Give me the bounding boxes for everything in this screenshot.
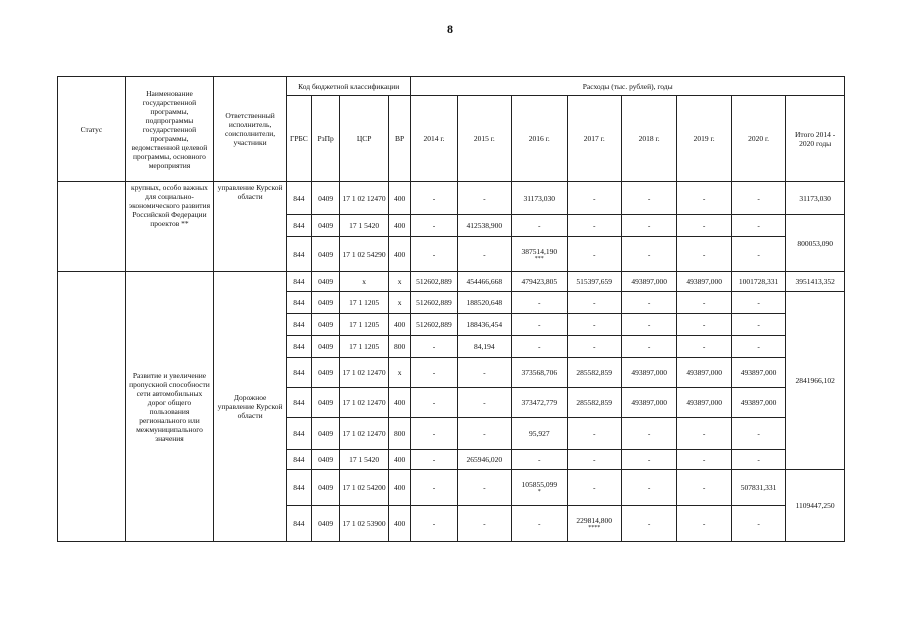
value-2015: - <box>457 358 511 388</box>
value-2015: 84,194 <box>457 336 511 358</box>
value-2019: - <box>677 470 731 506</box>
value-2020: 507831,331 <box>731 470 785 506</box>
csr-cell: 17 1 02 12470 <box>340 388 388 418</box>
status-cell <box>58 272 126 542</box>
vr-cell: 400 <box>388 215 411 237</box>
value-2020: - <box>731 314 785 336</box>
value-2014: - <box>411 388 457 418</box>
csr-cell: 17 1 1205 <box>340 336 388 358</box>
value-2016: 373472,779 <box>512 388 567 418</box>
value-2016: - <box>512 450 567 470</box>
status-cell <box>58 182 126 272</box>
grbs-cell: 844 <box>287 292 312 314</box>
value-2018: - <box>621 237 676 272</box>
value-2016: 95,927 <box>512 418 567 450</box>
vr-cell: 800 <box>388 336 411 358</box>
header-2018: 2018 г. <box>621 96 676 182</box>
value-2016: 373568,706 <box>512 358 567 388</box>
vr-cell: 400 <box>388 470 411 506</box>
value-2020: - <box>731 292 785 314</box>
csr-cell: 17 1 1205 <box>340 314 388 336</box>
table-row <box>58 272 845 292</box>
rzpr-cell: 0409 <box>311 272 340 292</box>
grbs-cell: 844 <box>287 182 312 215</box>
total-cell: 1109447,250 <box>786 470 845 542</box>
value-2019: - <box>677 215 731 237</box>
rzpr-cell: 0409 <box>311 388 340 418</box>
value-2016: - <box>512 336 567 358</box>
value-2020: - <box>731 418 785 450</box>
grbs-cell: 844 <box>287 506 312 542</box>
header-2014: 2014 г. <box>411 96 457 182</box>
page-number: 8 <box>447 22 453 36</box>
header-grbs: ГРБС <box>287 96 312 182</box>
csr-cell: 17 1 02 53900 <box>340 506 388 542</box>
vr-cell: 800 <box>388 418 411 450</box>
value-2019: - <box>677 336 731 358</box>
value-2017-amount: 229814,800 <box>576 516 613 525</box>
value-2014: - <box>411 418 457 450</box>
vr-cell: 400 <box>388 450 411 470</box>
header-vr: ВР <box>388 96 411 182</box>
header-budget-code: Код бюджетной классификации <box>287 77 411 96</box>
header-executor: Ответственный исполнитель, соисполнители, участники <box>214 77 287 182</box>
value-2018: 493897,000 <box>621 388 676 418</box>
total-cell: 31173,030 <box>786 182 845 215</box>
header-2017: 2017 г. <box>567 96 621 182</box>
program-name-cell: Развитие и увеличение пропускной способности сети автомобильных дорог общего пользования регионального или межмуниципального значения <box>125 272 213 542</box>
header-2015: 2015 г. <box>457 96 511 182</box>
header-status: Статус <box>58 77 126 182</box>
value-2020: - <box>731 450 785 470</box>
value-2020: - <box>731 506 785 542</box>
total-cell: 800053,090 <box>786 215 845 272</box>
vr-cell: 400 <box>388 314 411 336</box>
csr-cell: 17 1 02 12470 <box>340 418 388 450</box>
value-2016 <box>512 470 567 506</box>
value-2016: - <box>512 314 567 336</box>
header-rzpr: РзПр <box>311 96 340 182</box>
footnote-mark: *** <box>534 255 544 262</box>
value-2014: - <box>411 182 457 215</box>
value-2019: - <box>677 292 731 314</box>
rzpr-cell: 0409 <box>311 358 340 388</box>
value-2019: - <box>677 237 731 272</box>
value-2019: - <box>677 182 731 215</box>
value-2019: 493897,000 <box>677 272 731 292</box>
rzpr-cell: 0409 <box>311 215 340 237</box>
value-2014: - <box>411 215 457 237</box>
value-2019: 493897,000 <box>677 388 731 418</box>
value-2018: - <box>621 336 676 358</box>
value-2020: 1001728,331 <box>731 272 785 292</box>
value-2014: - <box>411 450 457 470</box>
value-2015: - <box>457 388 511 418</box>
value-2014: - <box>411 237 457 272</box>
value-2017: - <box>567 470 621 506</box>
header-program-name: Наименование государственной программы, подпрограммы государственной программы, ведомственной целевой программы, основного мероприятия <box>125 77 213 182</box>
header-2019: 2019 г. <box>677 96 731 182</box>
value-2018: - <box>621 182 676 215</box>
value-2016 <box>512 237 567 272</box>
vr-cell: х <box>388 292 411 314</box>
value-2017: - <box>567 215 621 237</box>
csr-cell: х <box>340 272 388 292</box>
value-2014: 512602,889 <box>411 314 457 336</box>
vr-cell: 400 <box>388 182 411 215</box>
value-2014: - <box>411 336 457 358</box>
value-2017: - <box>567 182 621 215</box>
grbs-cell: 844 <box>287 358 312 388</box>
vr-cell: х <box>388 272 411 292</box>
value-2017: - <box>567 418 621 450</box>
value-2016: - <box>512 215 567 237</box>
value-2016-amount: 31173,030 <box>523 193 556 203</box>
value-2016: 479423,805 <box>512 272 567 292</box>
rzpr-cell: 0409 <box>311 418 340 450</box>
header-total: Итого 2014 - 2020 годы <box>786 96 845 182</box>
value-2018: 493897,000 <box>621 358 676 388</box>
vr-cell: 400 <box>388 506 411 542</box>
value-2015: - <box>457 470 511 506</box>
rzpr-cell: 0409 <box>311 292 340 314</box>
rzpr-cell: 0409 <box>311 450 340 470</box>
value-2020: 493897,000 <box>731 388 785 418</box>
value-2015: - <box>457 418 511 450</box>
vr-cell: 400 <box>388 388 411 418</box>
total-cell: 3951413,352 <box>786 272 845 292</box>
value-2014: 512602,889 <box>411 292 457 314</box>
grbs-cell: 844 <box>287 314 312 336</box>
value-2014: 512602,889 <box>411 272 457 292</box>
value-2015: 412538,900 <box>457 215 511 237</box>
value-2015: 188436,454 <box>457 314 511 336</box>
rzpr-cell: 0409 <box>311 470 340 506</box>
vr-cell: 400 <box>388 237 411 272</box>
vr-cell: х <box>388 358 411 388</box>
csr-cell: 17 1 02 54290 <box>340 237 388 272</box>
value-2018: - <box>621 506 676 542</box>
value-2017: 285582,859 <box>567 388 621 418</box>
grbs-cell: 844 <box>287 272 312 292</box>
value-2018: - <box>621 314 676 336</box>
value-2018: 493897,000 <box>621 272 676 292</box>
value-2018: - <box>621 470 676 506</box>
value-2020: 493897,000 <box>731 358 785 388</box>
value-2014: - <box>411 506 457 542</box>
csr-cell: 17 1 1205 <box>340 292 388 314</box>
rzpr-cell: 0409 <box>311 506 340 542</box>
value-2017: - <box>567 314 621 336</box>
rzpr-cell: 0409 <box>311 237 340 272</box>
value-2016: - <box>512 506 567 542</box>
table-row <box>58 182 845 215</box>
csr-cell: 17 1 02 12470 <box>340 182 388 215</box>
value-2020: - <box>731 237 785 272</box>
header-2016: 2016 г. <box>512 96 567 182</box>
value-2020: - <box>731 215 785 237</box>
value-2015: 454466,668 <box>457 272 511 292</box>
value-2017: - <box>567 450 621 470</box>
value-2017: 285582,859 <box>567 358 621 388</box>
value-2015: - <box>457 182 511 215</box>
executor-cell: управление Курской области <box>214 182 287 272</box>
value-2019: - <box>677 506 731 542</box>
value-2017 <box>567 506 621 542</box>
value-2019: - <box>677 450 731 470</box>
value-2015: - <box>457 237 511 272</box>
value-2016-amount: 387514,190 <box>521 246 558 256</box>
value-2015: - <box>457 506 511 542</box>
header-expenses: Расходы (тыс. рублей), годы <box>411 77 845 96</box>
value-2014: - <box>411 470 457 506</box>
budget-table <box>57 76 845 542</box>
footnote-mark: **** <box>588 525 601 531</box>
grbs-cell: 844 <box>287 237 312 272</box>
value-2018: - <box>621 215 676 237</box>
rzpr-cell: 0409 <box>311 336 340 358</box>
value-2015: 188520,648 <box>457 292 511 314</box>
total-cell: 2841966,102 <box>786 292 845 470</box>
program-name-cell: крупных, особо важных для социально-экономического развития Российской Федерации проектов ** <box>125 182 213 272</box>
executor-cell: Дорожное управление Курской области <box>214 272 287 542</box>
value-2018: - <box>621 292 676 314</box>
grbs-cell: 844 <box>287 418 312 450</box>
value-2017: - <box>567 336 621 358</box>
grbs-cell: 844 <box>287 336 312 358</box>
value-2019: - <box>677 314 731 336</box>
value-2020: - <box>731 182 785 215</box>
value-2018: - <box>621 418 676 450</box>
value-2017: 515397,659 <box>567 272 621 292</box>
csr-cell: 17 1 5420 <box>340 450 388 470</box>
value-2019: - <box>677 418 731 450</box>
value-2014: - <box>411 358 457 388</box>
value-2015: 265946,020 <box>457 450 511 470</box>
value-2016: - <box>512 292 567 314</box>
value-2018: - <box>621 450 676 470</box>
footnote-mark: * <box>537 489 541 495</box>
header-2020: 2020 г. <box>731 96 785 182</box>
csr-cell: 17 1 02 54200 <box>340 470 388 506</box>
value-2016-amount: 105855,099 <box>521 480 558 489</box>
grbs-cell: 844 <box>287 470 312 506</box>
value-2020: - <box>731 336 785 358</box>
value-2017: - <box>567 237 621 272</box>
header-csr: ЦСР <box>340 96 388 182</box>
grbs-cell: 844 <box>287 215 312 237</box>
value-2016 <box>512 182 567 215</box>
value-2017: - <box>567 292 621 314</box>
grbs-cell: 844 <box>287 450 312 470</box>
csr-cell: 17 1 5420 <box>340 215 388 237</box>
rzpr-cell: 0409 <box>311 314 340 336</box>
grbs-cell: 844 <box>287 388 312 418</box>
csr-cell: 17 1 02 12470 <box>340 358 388 388</box>
value-2019: 493897,000 <box>677 358 731 388</box>
rzpr-cell: 0409 <box>311 182 340 215</box>
